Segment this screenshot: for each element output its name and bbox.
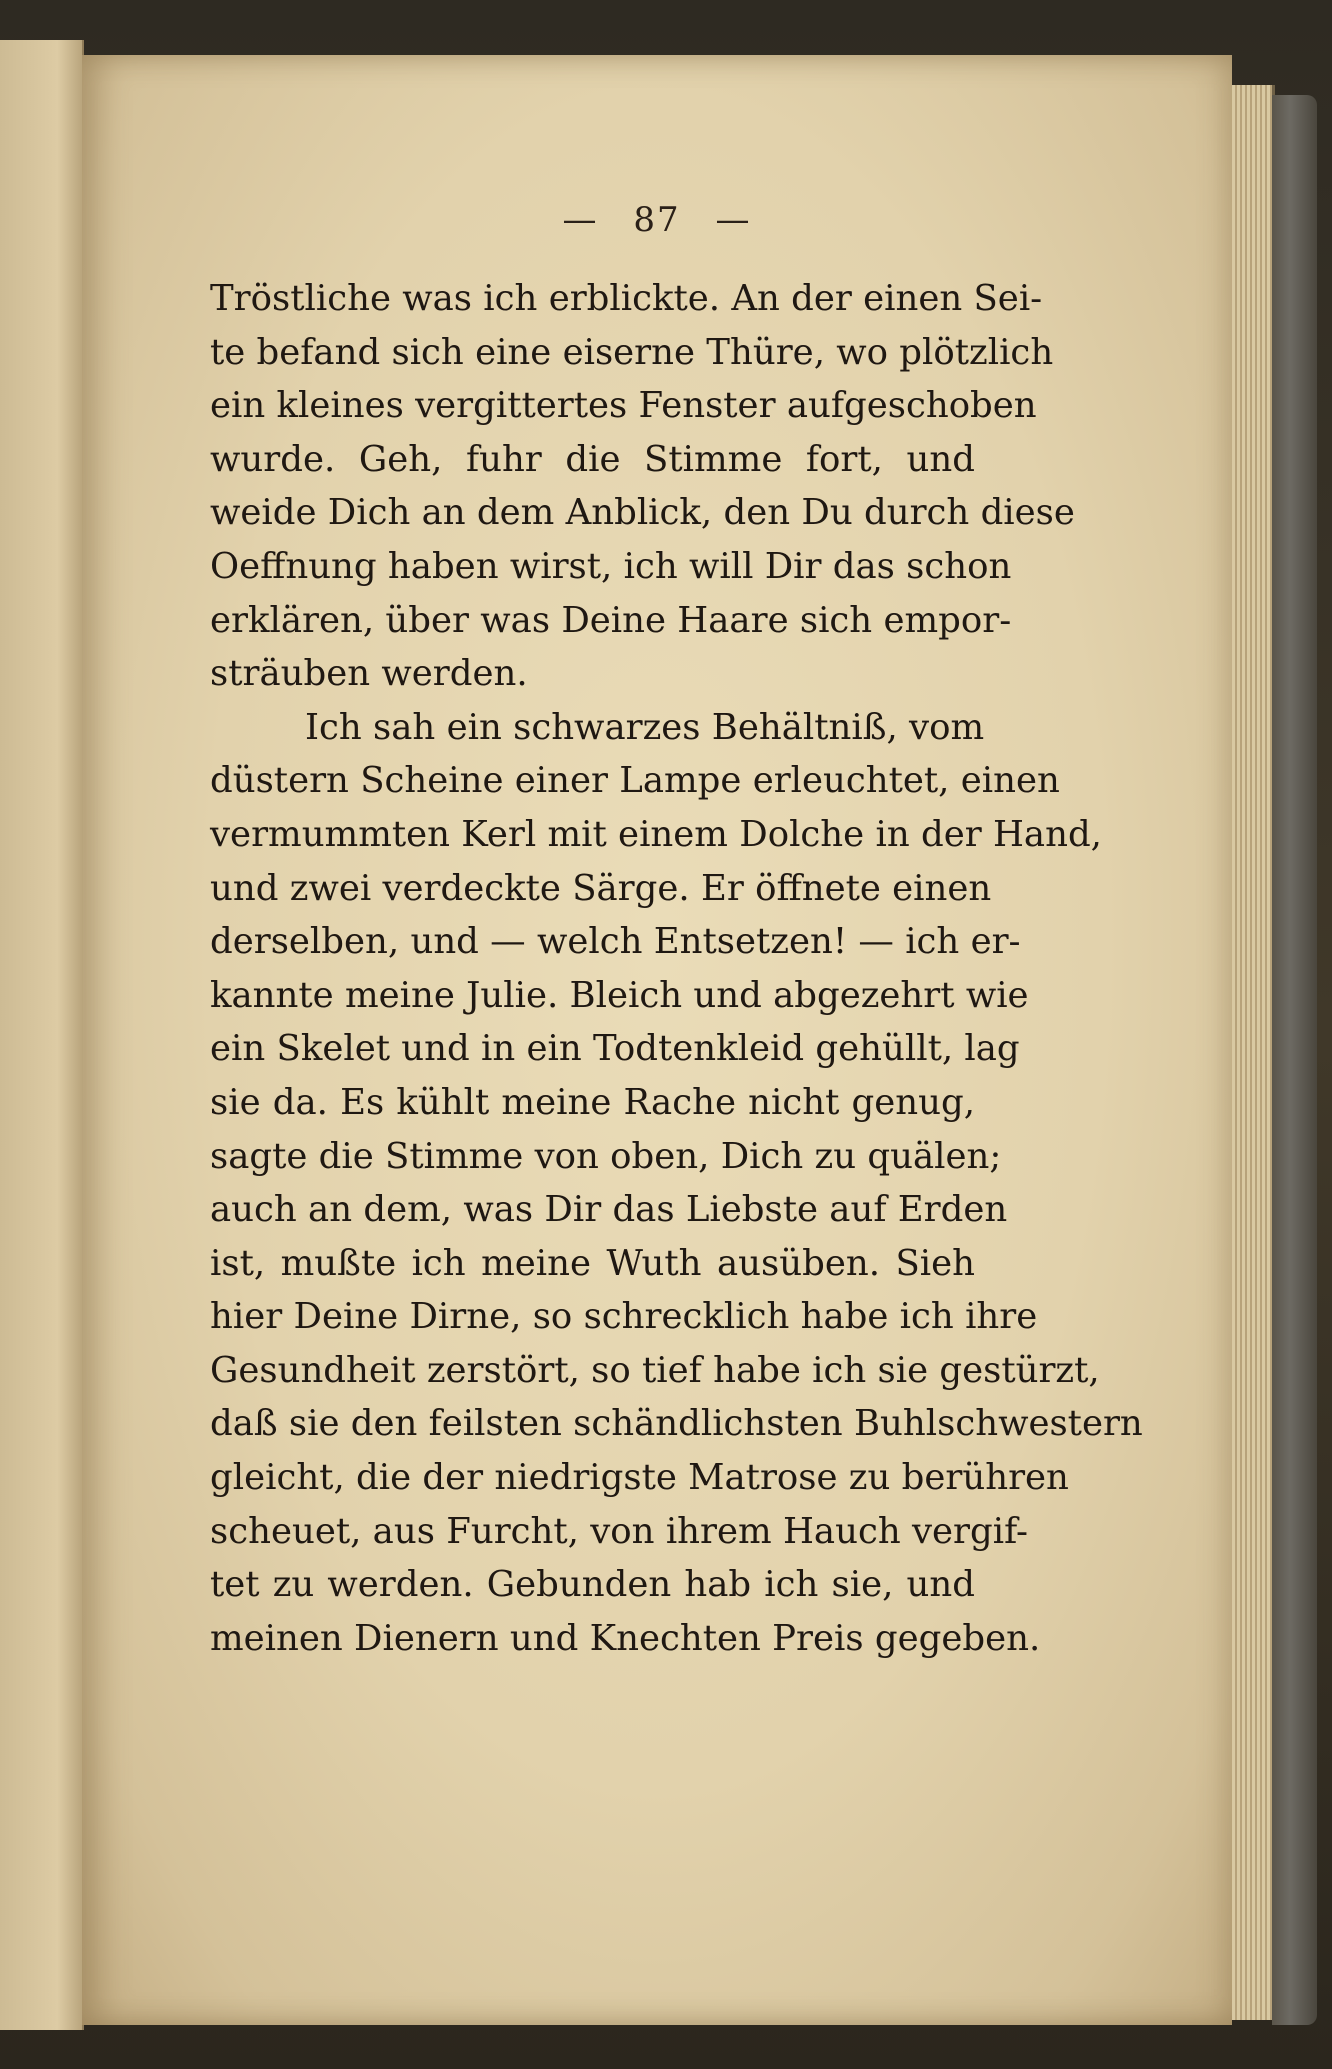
page-number: 87: [633, 200, 681, 240]
text-line: tet zu werden. Gebunden hab ich sie, und: [210, 1564, 975, 1606]
facing-page-edge: [0, 40, 84, 2030]
text-line: und zwei verdeckte Särge. Er öffnete einen: [210, 867, 992, 909]
text-line: scheuet, aus Furcht, von ihrem Hauch vergif-: [210, 1510, 1028, 1552]
text-line: erklären, über was Deine Haare sich empor-: [210, 599, 1012, 641]
text-line: vermummten Kerl mit einem Dolche in der Hand,: [210, 813, 1102, 855]
text-line: sträuben werden.: [210, 653, 528, 695]
text-line: meinen Dienern und Knechten Preis gegeben.: [210, 1617, 1041, 1659]
text-line: sie da. Es kühlt meine Rache nicht genug,: [210, 1081, 975, 1123]
header-dash-right: —: [715, 200, 752, 240]
text-line: Tröstliche was ich erblickte. An der einen Sei-: [210, 278, 1043, 319]
text-line: ein kleines vergittertes Fenster aufgeschoben: [210, 385, 1037, 427]
text-line: derselben, und — welch Entsetzen! — ich er-: [210, 921, 1021, 963]
text-line: Ich sah ein schwarzes Behältniß, vom: [305, 706, 985, 748]
page-header: [82, 200, 1232, 240]
book-cover-edge: [1272, 95, 1317, 2025]
text-line: Gesundheit zerstört, so tief habe ich sie gestürzt,: [210, 1349, 1100, 1391]
text-line: daß sie den feilsten schändlichsten Buhlschwestern: [210, 1403, 1143, 1445]
text-line: auch an dem, was Dir das Liebste auf Erden: [210, 1189, 1008, 1231]
text-line: gleicht, die der niedrigste Matrose zu berühren: [210, 1457, 1069, 1499]
text-line: Oeffnung haben wirst, ich will Dir das schon: [210, 545, 1012, 587]
text-line: düstern Scheine einer Lampe erleuchtet, einen: [210, 760, 1060, 802]
text-line: sagte die Stimme von oben, Dich zu quälen;: [210, 1135, 1002, 1177]
text-line: weide Dich an dem Anblick, den Du durch diese: [210, 492, 1075, 534]
text-line: ist, mußte ich meine Wuth ausüben. Sieh: [210, 1242, 975, 1284]
text-line: kannte meine Julie. Bleich und abgezehrt wie: [210, 974, 1029, 1016]
text-line: te befand sich eine eiserne Thüre, wo plötzlich: [210, 331, 1054, 373]
page-block-edge: [1232, 85, 1275, 2020]
header-dash-left: —: [562, 200, 599, 240]
text-line: hier Deine Dirne, so schrecklich habe ich ihre: [210, 1296, 1038, 1338]
paragraph-2: [210, 701, 1143, 1666]
text-line: wurde. Geh, fuhr die Stimme fort, und: [210, 438, 975, 480]
text-line: ein Skelet und in ein Todtenkleid gehüllt, lag: [210, 1028, 1020, 1070]
paragraph-1: [210, 272, 1075, 701]
body-text: [210, 272, 1143, 1665]
